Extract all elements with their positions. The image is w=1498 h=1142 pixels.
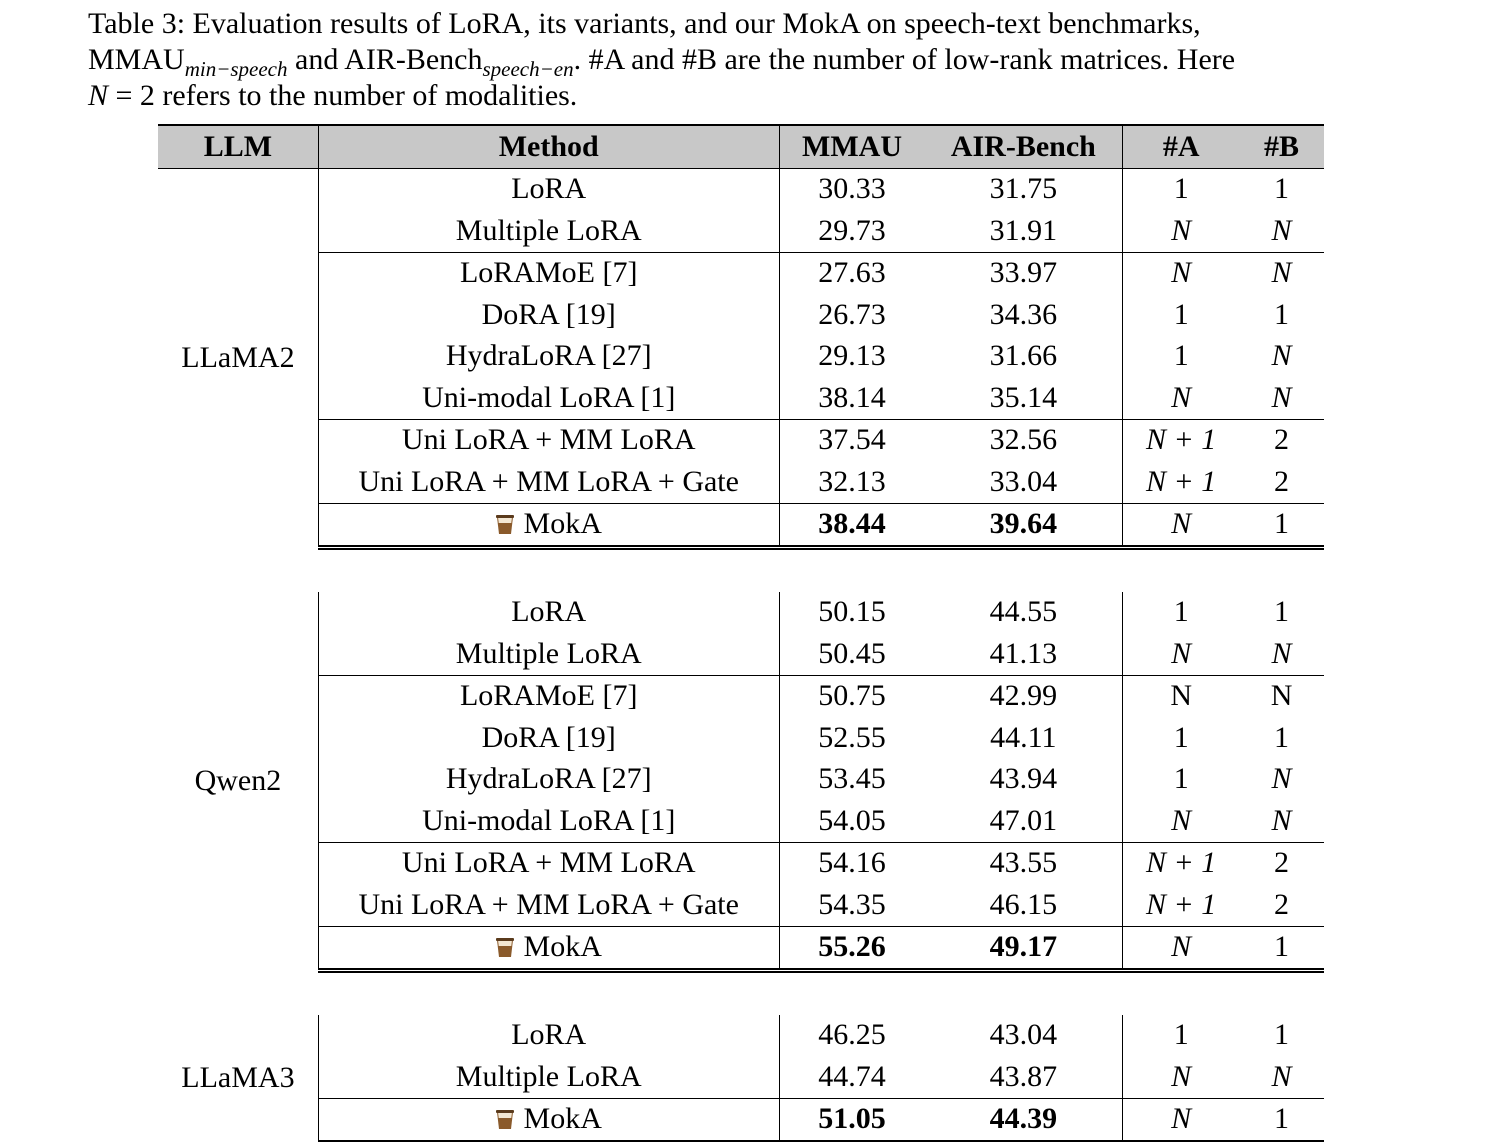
a-count-cell: N xyxy=(1171,380,1192,414)
method-cell: HydraLoRA [27] xyxy=(318,336,779,378)
group-spacer-cell xyxy=(158,971,1324,1015)
air-bench-cell: 42.99 xyxy=(924,675,1122,717)
table-row xyxy=(158,675,1324,717)
b-count-cell: N xyxy=(1271,762,1292,796)
a-count-cell: N + 1 xyxy=(1123,419,1239,461)
table-row xyxy=(158,168,1324,210)
a-count-cell: 1 xyxy=(1173,297,1189,331)
caption-bench-1-sub: min−speech xyxy=(184,57,288,81)
caption-bench-2-sub: speech−en xyxy=(482,57,574,81)
b-count-cell: N xyxy=(1271,380,1292,414)
mmau-cell: 27.63 xyxy=(779,252,924,294)
b-count-cell: N xyxy=(1239,252,1324,294)
method-cell: HydraLoRA [27] xyxy=(318,759,779,801)
caption-label: Table 3: xyxy=(88,7,186,40)
mmau-cell: 54.35 xyxy=(818,887,886,921)
air-bench-cell: 47.01 xyxy=(924,800,1122,842)
air-bench-cell: 44.39 xyxy=(924,1098,1122,1141)
a-count-cell: N xyxy=(1123,675,1239,717)
table-caption xyxy=(88,6,1400,114)
coffee-cup-icon xyxy=(496,932,514,952)
method-cell xyxy=(318,503,779,548)
air-bench-cell: 43.55 xyxy=(924,842,1122,884)
air-bench-cell: 46.15 xyxy=(924,884,1122,926)
method-cell: Multiple LoRA xyxy=(318,1056,779,1098)
a-count-cell: N xyxy=(1123,1098,1239,1141)
method-cell: Uni LoRA + MM LoRA + Gate xyxy=(318,461,779,503)
mmau-cell: 50.75 xyxy=(779,675,924,717)
mmau-cell: 29.13 xyxy=(818,339,886,373)
a-count-cell: N xyxy=(1171,636,1192,670)
method-cell: LoRAMoE [7] xyxy=(318,675,779,717)
mmau-cell: 55.26 xyxy=(779,926,924,971)
air-bench-cell: 32.56 xyxy=(924,419,1122,461)
mmau-cell: 50.15 xyxy=(818,595,886,629)
table-row xyxy=(158,1056,1324,1098)
method-cell: Uni LoRA + MM LoRA + Gate xyxy=(318,884,779,926)
method-cell xyxy=(318,1098,779,1141)
mmau-cell: 50.45 xyxy=(818,636,886,670)
air-bench-cell: 43.87 xyxy=(924,1056,1122,1098)
a-count-cell: 1 xyxy=(1173,720,1189,754)
method-cell: Uni LoRA + MM LoRA xyxy=(318,419,779,461)
a-count-cell: N xyxy=(1171,213,1192,247)
air-bench-cell: 33.97 xyxy=(924,252,1122,294)
group-spacer xyxy=(158,548,1324,592)
method-cell: LoRA xyxy=(318,1015,779,1057)
table-row xyxy=(158,717,1324,759)
mmau-cell: 53.45 xyxy=(818,762,886,796)
header-mmau: MMAU xyxy=(779,125,924,168)
table-row xyxy=(158,592,1324,634)
method-label: MokA xyxy=(523,1102,602,1136)
method-cell: LoRA xyxy=(318,592,779,634)
results-table xyxy=(158,124,1324,1142)
b-count-cell: N xyxy=(1271,213,1292,247)
table-row xyxy=(158,252,1324,294)
table-row xyxy=(158,842,1324,884)
air-bench-cell: 31.66 xyxy=(924,336,1122,378)
method-cell: Uni-modal LoRA [1] xyxy=(318,377,779,419)
mmau-cell: 52.55 xyxy=(818,720,886,754)
caption-text-2: . #A and #B are the number of low-rank matrices. Here xyxy=(573,43,1236,76)
b-count-cell: 1 xyxy=(1274,297,1290,331)
air-bench-cell: 33.04 xyxy=(924,461,1122,503)
air-bench-cell: 34.36 xyxy=(924,294,1122,336)
a-count-cell: N xyxy=(1123,252,1239,294)
caption-var: N xyxy=(88,79,109,112)
b-count-cell: 2 xyxy=(1239,419,1324,461)
table-row xyxy=(158,210,1324,252)
header-row xyxy=(158,125,1324,168)
b-count-cell: 2 xyxy=(1239,842,1324,884)
b-count-cell: 2 xyxy=(1274,464,1290,498)
mmau-cell: 44.74 xyxy=(818,1059,886,1093)
method-label: MokA xyxy=(523,930,602,964)
air-bench-cell: 31.75 xyxy=(924,168,1122,210)
table-row xyxy=(158,503,1324,548)
air-bench-cell: 43.04 xyxy=(924,1015,1122,1057)
method-cell: Uni-modal LoRA [1] xyxy=(318,800,779,842)
b-count-cell: 1 xyxy=(1274,1018,1290,1052)
mmau-cell: 29.73 xyxy=(818,213,886,247)
air-bench-cell: 49.17 xyxy=(924,926,1122,971)
a-count-cell: N xyxy=(1123,503,1239,548)
b-count-cell: N xyxy=(1271,803,1292,837)
b-count-cell: 2 xyxy=(1274,887,1290,921)
mmau-cell: 37.54 xyxy=(779,419,924,461)
b-count-cell: N xyxy=(1239,675,1324,717)
method-cell xyxy=(318,926,779,971)
b-count-cell: 1 xyxy=(1274,172,1290,206)
air-bench-cell: 43.94 xyxy=(924,759,1122,801)
mmau-cell: 54.05 xyxy=(818,803,886,837)
b-count-cell: N xyxy=(1271,636,1292,670)
a-count-cell: 1 xyxy=(1173,339,1189,373)
table-row xyxy=(158,633,1324,675)
air-bench-cell: 44.11 xyxy=(924,717,1122,759)
air-bench-cell: 44.55 xyxy=(924,592,1122,634)
method-cell: LoRAMoE [7] xyxy=(318,252,779,294)
header-llm: LLM xyxy=(158,125,318,168)
a-count-cell: N xyxy=(1171,1059,1192,1093)
header-method: Method xyxy=(318,125,779,168)
table-row xyxy=(158,377,1324,419)
a-count-cell: N xyxy=(1123,926,1239,971)
mmau-cell: 54.16 xyxy=(779,842,924,884)
a-count-cell: 1 xyxy=(1173,172,1189,206)
llm-cell: Qwen2 xyxy=(158,592,318,971)
a-count-cell: N xyxy=(1171,803,1192,837)
mmau-cell: 46.25 xyxy=(818,1018,886,1052)
method-cell: DoRA [19] xyxy=(318,717,779,759)
air-bench-cell: 39.64 xyxy=(924,503,1122,548)
table-row xyxy=(158,884,1324,926)
b-count-cell: 1 xyxy=(1239,1098,1324,1141)
coffee-cup-icon xyxy=(496,1104,514,1124)
method-cell: Multiple LoRA xyxy=(318,210,779,252)
llm-cell: LLaMA2 xyxy=(158,168,318,548)
method-cell: DoRA [19] xyxy=(318,294,779,336)
caption-bench-2: AIR-Bench xyxy=(344,43,483,76)
method-cell: Multiple LoRA xyxy=(318,633,779,675)
a-count-cell: 1 xyxy=(1173,1018,1189,1052)
air-bench-cell: 35.14 xyxy=(924,377,1122,419)
method-cell: LoRA xyxy=(318,168,779,210)
header-a: #A xyxy=(1123,125,1239,168)
table-row xyxy=(158,461,1324,503)
mmau-cell: 51.05 xyxy=(779,1098,924,1141)
table-row xyxy=(158,926,1324,971)
llm-cell: LLaMA3 xyxy=(158,1015,318,1142)
caption-text-1: Evaluation results of LoRA, its variants, and our MokA on speech-text benchmarks, xyxy=(192,7,1201,40)
table-row xyxy=(158,1098,1324,1141)
a-count-cell: N + 1 xyxy=(1146,464,1217,498)
group-spacer xyxy=(158,971,1324,1015)
b-count-cell: 1 xyxy=(1239,503,1324,548)
table-row xyxy=(158,336,1324,378)
a-count-cell: N + 1 xyxy=(1146,887,1217,921)
b-count-cell: 1 xyxy=(1239,926,1324,971)
mmau-cell: 26.73 xyxy=(818,297,886,331)
header-air-bench: AIR-Bench xyxy=(924,125,1122,168)
table-body xyxy=(158,168,1324,1141)
table-row xyxy=(158,759,1324,801)
mmau-cell: 32.13 xyxy=(818,464,886,498)
b-count-cell: N xyxy=(1271,339,1292,373)
table-row xyxy=(158,419,1324,461)
mmau-cell: 30.33 xyxy=(818,172,886,206)
caption-bench-1: MMAU xyxy=(88,43,185,76)
air-bench-cell: 41.13 xyxy=(924,633,1122,675)
air-bench-cell: 31.91 xyxy=(924,210,1122,252)
caption-text-3: = 2 refers to the number of modalities. xyxy=(115,79,578,112)
mmau-cell: 38.14 xyxy=(818,380,886,414)
table-row xyxy=(158,1015,1324,1057)
method-cell: Uni LoRA + MM LoRA xyxy=(318,842,779,884)
table-row xyxy=(158,800,1324,842)
b-count-cell: 1 xyxy=(1274,595,1290,629)
a-count-cell: 1 xyxy=(1173,595,1189,629)
b-count-cell: N xyxy=(1271,1059,1292,1093)
group-spacer-cell xyxy=(158,548,1324,592)
b-count-cell: 1 xyxy=(1274,720,1290,754)
a-count-cell: N + 1 xyxy=(1123,842,1239,884)
table-row xyxy=(158,294,1324,336)
coffee-cup-icon xyxy=(496,509,514,529)
a-count-cell: 1 xyxy=(1173,762,1189,796)
method-label: MokA xyxy=(523,507,602,541)
mmau-cell: 38.44 xyxy=(779,503,924,548)
caption-and: and xyxy=(295,43,339,76)
header-b: #B xyxy=(1239,125,1324,168)
